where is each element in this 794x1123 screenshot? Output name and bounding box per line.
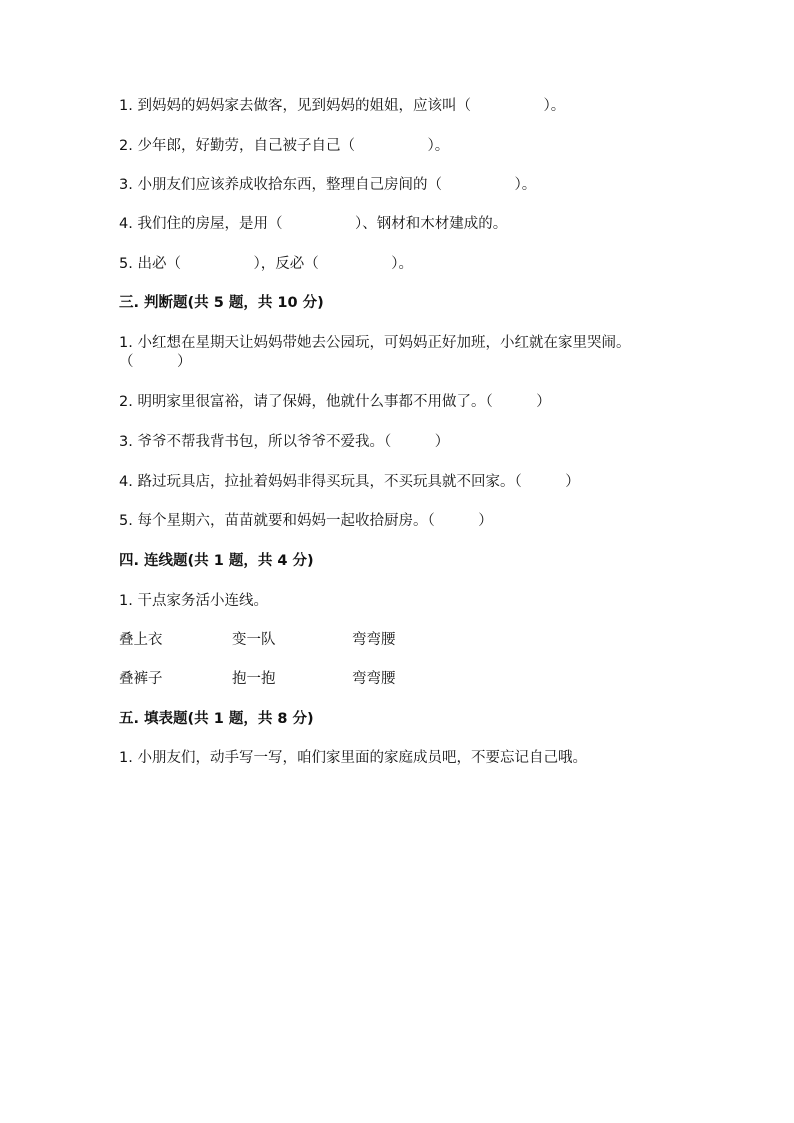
section-heading-table: 五. 填表题(共 1 题，共 8 分) [119,711,314,727]
matching-cell: 弯弯腰 [352,671,396,687]
judgement-item-5: 5. 每个星期六，苗苗就要和妈妈一起收拾厨房。（ ） [119,513,493,529]
matching-row [119,631,679,650]
section-heading-judgement: 三. 判断题(共 5 题，共 10 分) [119,295,324,311]
section-heading-matching: 四. 连线题(共 1 题，共 4 分) [119,553,314,569]
matching-cell: 抱一抱 [232,671,276,687]
judgement-item-3: 3. 爷爷不帮我背书包，所以爷爷不爱我。（ ） [119,434,450,450]
judgement-item-1: 1. 小红想在星期天让妈妈带她去公园玩，可妈妈正好加班，小红就在家里哭闹。（ ） [119,335,631,370]
matching-cell: 弯弯腰 [352,632,396,648]
fill-blank-1: 1. 到妈妈的妈妈家去做客，见到妈妈的姐姐，应该叫（ ）。 [119,98,566,114]
matching-row [119,670,679,689]
matching-cell: 叠裤子 [119,671,163,687]
table-question: 1. 小朋友们，动手写一写，咱们家里面的家庭成员吧，不要忘记自己哦。 [119,750,587,766]
fill-blank-3: 3. 小朋友们应该养成收拾东西，整理自己房间的（ ）。 [119,177,537,193]
fill-blank-5: 5. 出必（ ），反必（ ）。 [119,256,413,272]
judgement-item-2: 2. 明明家里很富裕，请了保姆，他就什么事都不用做了。（ ） [119,394,551,410]
fill-blank-4: 4. 我们住的房屋，是用（ ）、钢材和木材建成的。 [119,216,508,232]
matching-question: 1. 干点家务活小连线。 [119,593,268,609]
judgement-item-4: 4. 路过玩具店，拉扯着妈妈非得买玩具，不买玩具就不回家。（ ） [119,474,580,490]
matching-cell: 变一队 [232,632,276,648]
fill-blank-2: 2. 少年郎，好勤劳，自己被子自己（ ）。 [119,138,450,154]
matching-cell: 叠上衣 [119,632,163,648]
